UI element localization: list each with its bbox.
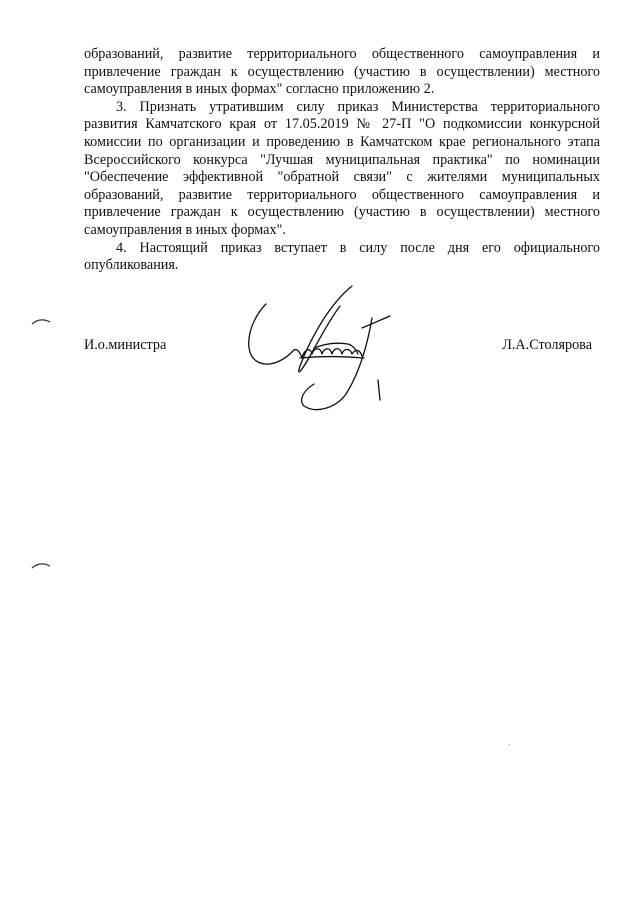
signer-position: И.о.министра: [84, 337, 167, 353]
margin-mark-icon: [30, 560, 52, 570]
paragraph-item-4: 4. Настоящий приказ вступает в силу после дня его официального опубликования.: [84, 239, 600, 274]
margin-mark-icon: [30, 316, 52, 326]
signer-name: Л.А.Столярова: [502, 337, 592, 353]
scan-speck: [509, 744, 510, 745]
document-body: [84, 46, 600, 275]
handwritten-signature-icon: [240, 282, 400, 422]
paragraph-item-3: 3. Признать утратившим силу приказ Министерства территориального развития Камчатского края от 17.05.2019 № 27-П "О подкомиссии конкурсной комиссии по организации и проведению в Камчатском крае регионального этапа Всероссийского конкурса "Лучшая муниципальная практика" по номинации "Обеспечение эффективной "обратной связи" с жителями муниципальных образований, развитие территориального общественного самоуправления и привлечение граждан к осуществлению (участию в осуществлении) местного самоуправления в иных формах".: [84, 98, 600, 238]
paragraph-continuation: образований, развитие территориального общественного самоуправления и привлечение граждан к осуществлению (участию в осуществлении) местного самоуправления в иных формах" согласно приложению 2.: [84, 46, 600, 98]
